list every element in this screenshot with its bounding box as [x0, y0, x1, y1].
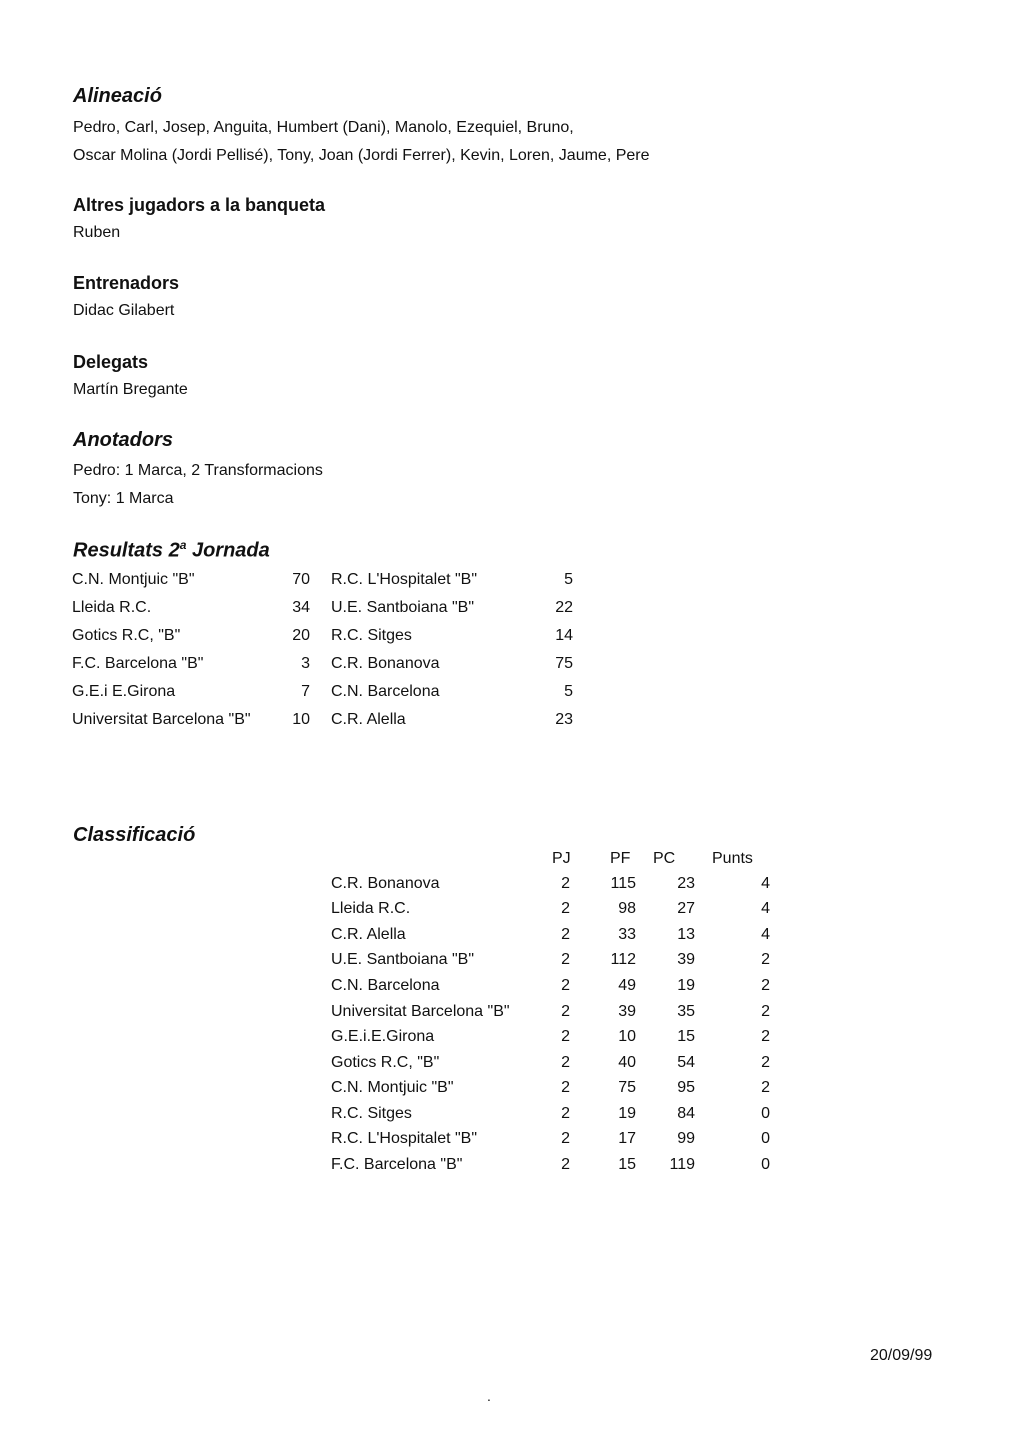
header-pc: PC	[653, 850, 676, 867]
standings-team: F.C. Barcelona "B"	[331, 1156, 463, 1173]
standings-team: Gotics R.C, "B"	[331, 1054, 440, 1071]
alineacio-heading: Alineació	[73, 85, 162, 107]
standings-pf: 10	[618, 1028, 636, 1045]
standings-pf: 49	[618, 977, 636, 994]
standings-pf: 33	[618, 926, 636, 943]
standings-pc: 39	[677, 951, 695, 968]
resultats-title-post: Jornada	[186, 539, 270, 562]
standings-row	[0, 875, 1024, 900]
header-pf: PF	[610, 850, 631, 867]
standings-row	[0, 1028, 1024, 1053]
classificacio-heading: Classificació	[73, 824, 196, 846]
standings-row	[0, 900, 1024, 925]
standings-pf: 112	[610, 951, 636, 968]
resultats-title-sup: a	[179, 538, 187, 552]
entrenadors-text: Didac Gilabert	[73, 302, 175, 319]
standings-row	[0, 1105, 1024, 1130]
result-away-score: 5	[564, 571, 573, 588]
result-home-team: C.N. Montjuic "B"	[72, 571, 195, 588]
standings-pf: 115	[610, 875, 636, 892]
standings-pj: 2	[561, 951, 570, 968]
standings-pc: 15	[677, 1028, 695, 1045]
standings-row	[0, 951, 1024, 976]
result-home-team: Universitat Barcelona "B"	[72, 711, 251, 728]
result-home-score: 10	[292, 711, 310, 728]
result-row	[0, 683, 1024, 711]
result-away-score: 22	[555, 599, 573, 616]
result-away-team: R.C. Sitges	[331, 627, 412, 644]
standings-team: R.C. Sitges	[331, 1105, 412, 1122]
standings-team: G.E.i.E.Girona	[331, 1028, 435, 1045]
result-home-score: 20	[292, 627, 310, 644]
result-row	[0, 599, 1024, 627]
standings-row	[0, 1079, 1024, 1104]
standings-team: C.R. Alella	[331, 926, 406, 943]
alineacio-line-1: Pedro, Carl, Josep, Anguita, Humbert (Dani), Manolo, Ezequiel, Bruno,	[73, 119, 574, 136]
standings-pj: 2	[561, 1156, 570, 1173]
standings-pj: 2	[561, 1054, 570, 1071]
standings-punts: 2	[761, 1028, 770, 1045]
resultats-heading	[73, 538, 270, 563]
standings-team: Universitat Barcelona "B"	[331, 1003, 510, 1020]
result-away-score: 14	[555, 627, 573, 644]
entrenadors-heading: Entrenadors	[73, 273, 180, 293]
standings-punts: 2	[761, 977, 770, 994]
banqueta-heading: Altres jugadors a la banqueta	[73, 195, 326, 215]
anotadors-heading: Anotadors	[73, 429, 173, 451]
header-punts: Punts	[712, 850, 753, 867]
result-home-score: 34	[292, 599, 310, 616]
standings-pf: 98	[618, 900, 636, 917]
banqueta-text: Ruben	[73, 224, 121, 241]
standings-pj: 2	[561, 926, 570, 943]
standings-pc: 84	[677, 1105, 695, 1122]
result-away-team: C.R. Bonanova	[331, 655, 440, 672]
standings-row	[0, 1054, 1024, 1079]
standings-pf: 15	[618, 1156, 636, 1173]
result-home-team: G.E.i E.Girona	[72, 683, 176, 700]
standings-row	[0, 1003, 1024, 1028]
header-pj: PJ	[552, 850, 571, 867]
standings-pj: 2	[561, 1028, 570, 1045]
standings-team: U.E. Santboiana "B"	[331, 951, 474, 968]
result-home-score: 7	[301, 683, 310, 700]
standings-pf: 39	[618, 1003, 636, 1020]
standings-team: C.N. Montjuic "B"	[331, 1079, 454, 1096]
standings-punts: 2	[761, 1003, 770, 1020]
standings-pf: 17	[618, 1130, 636, 1147]
standings-pc: 23	[677, 875, 695, 892]
standings-punts: 2	[761, 951, 770, 968]
anotadors-line-1: Pedro: 1 Marca, 2 Transformacions	[73, 462, 323, 479]
standings-pc: 99	[677, 1130, 695, 1147]
result-home-team: F.C. Barcelona "B"	[72, 655, 204, 672]
standings-team: C.R. Bonanova	[331, 875, 440, 892]
standings-punts: 4	[761, 900, 770, 917]
standings-pc: 119	[669, 1156, 695, 1173]
standings-pc: 95	[677, 1079, 695, 1096]
standings-row	[0, 977, 1024, 1002]
standings-pj: 2	[561, 977, 570, 994]
standings-row	[0, 1130, 1024, 1155]
standings-team: C.N. Barcelona	[331, 977, 440, 994]
result-home-score: 3	[301, 655, 310, 672]
standings-punts: 2	[761, 1079, 770, 1096]
footer-date: 20/09/99	[870, 1347, 933, 1364]
standings-punts: 2	[761, 1054, 770, 1071]
standings-pc: 19	[677, 977, 695, 994]
standings-pf: 40	[618, 1054, 636, 1071]
standings-punts: 0	[761, 1156, 770, 1173]
standings-punts: 4	[761, 875, 770, 892]
standings-row	[0, 926, 1024, 951]
result-away-team: C.R. Alella	[331, 711, 406, 728]
delegats-text: Martín Bregante	[73, 381, 188, 398]
result-home-team: Lleida R.C.	[72, 599, 152, 616]
standings-pj: 2	[561, 1105, 570, 1122]
standings-pc: 27	[677, 900, 695, 917]
standings-team: Lleida R.C.	[331, 900, 411, 917]
result-home-team: Gotics R.C, "B"	[72, 627, 181, 644]
standings-pc: 13	[677, 926, 695, 943]
standings-row	[0, 1156, 1024, 1181]
result-away-score: 75	[555, 655, 573, 672]
footer-dot: .	[487, 1388, 491, 1404]
standings-team: R.C. L'Hospitalet "B"	[331, 1130, 478, 1147]
result-row	[0, 711, 1024, 739]
result-away-score: 5	[564, 683, 573, 700]
standings-punts: 0	[761, 1130, 770, 1147]
standings-pf: 19	[618, 1105, 636, 1122]
alineacio-line-2: Oscar Molina (Jordi Pellisé), Tony, Joan (Jordi Ferrer), Kevin, Loren, Jaume, Pere	[73, 147, 650, 164]
result-away-team: C.N. Barcelona	[331, 683, 440, 700]
resultats-title-pre: Resultats 2	[73, 539, 180, 562]
result-row	[0, 627, 1024, 655]
standings-punts: 0	[761, 1105, 770, 1122]
standings-header	[0, 850, 1024, 875]
standings-pj: 2	[561, 1079, 570, 1096]
result-home-score: 70	[292, 571, 310, 588]
result-away-team: R.C. L'Hospitalet "B"	[331, 571, 478, 588]
standings-pc: 54	[677, 1054, 695, 1071]
standings-pj: 2	[561, 875, 570, 892]
standings-pj: 2	[561, 1003, 570, 1020]
result-row	[0, 655, 1024, 683]
standings-pf: 75	[618, 1079, 636, 1096]
result-away-team: U.E. Santboiana "B"	[331, 599, 474, 616]
standings-pc: 35	[677, 1003, 695, 1020]
anotadors-line-2: Tony: 1 Marca	[73, 490, 174, 507]
result-away-score: 23	[555, 711, 573, 728]
delegats-heading: Delegats	[73, 352, 149, 372]
result-row	[0, 571, 1024, 599]
standings-pj: 2	[561, 900, 570, 917]
standings-punts: 4	[761, 926, 770, 943]
standings-pj: 2	[561, 1130, 570, 1147]
